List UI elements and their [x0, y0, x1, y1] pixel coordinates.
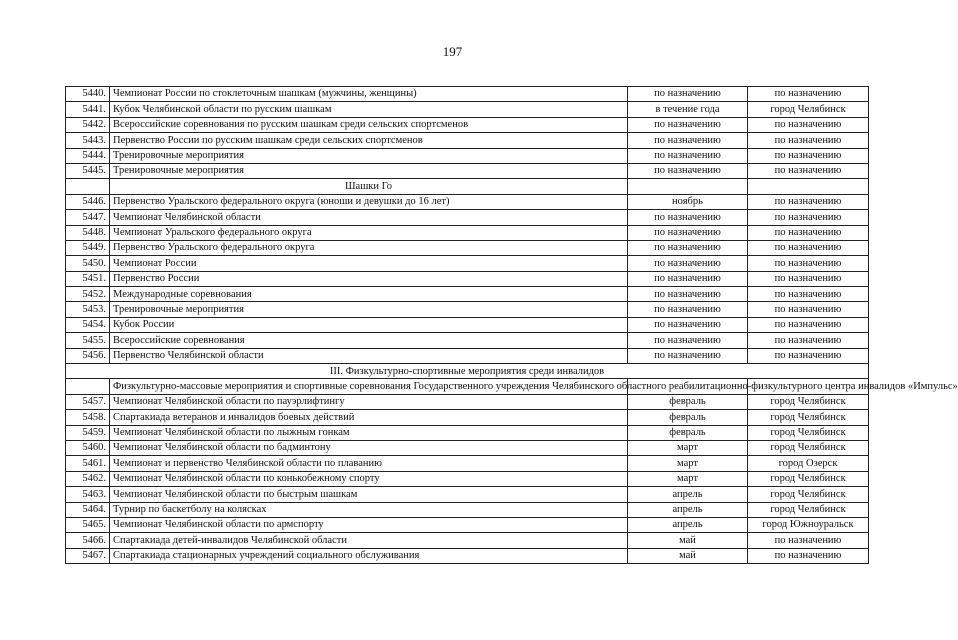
row-number: 5457.: [66, 394, 110, 409]
row-number: 5460.: [66, 440, 110, 455]
event-name: Чемпионат России: [110, 256, 628, 271]
event-date: март: [628, 440, 748, 455]
row-number: 5440.: [66, 87, 110, 102]
table-row: [66, 440, 869, 455]
row-number: 5461.: [66, 456, 110, 471]
event-date: май: [628, 533, 748, 548]
event-place: по назначению: [748, 271, 869, 286]
table-row: [66, 548, 869, 563]
event-date: май: [628, 548, 748, 563]
event-date: по назначению: [628, 333, 748, 348]
event-date: по назначению: [628, 317, 748, 332]
event-name: Чемпионат Челябинской области: [110, 210, 628, 225]
event-date: по назначению: [628, 240, 748, 255]
row-number: 5455.: [66, 333, 110, 348]
event-place: по назначению: [748, 302, 869, 317]
event-date: по назначению: [628, 87, 748, 102]
event-date: апрель: [628, 502, 748, 517]
event-date: февраль: [628, 425, 748, 440]
empty-cell: [66, 379, 110, 394]
event-place: город Челябинск: [748, 440, 869, 455]
event-name: Чемпионат и первенство Челябинской области по плаванию: [110, 456, 628, 471]
event-date: апрель: [628, 517, 748, 532]
row-number: 5453.: [66, 302, 110, 317]
event-place: город Озерск: [748, 456, 869, 471]
event-name: Чемпионат России по стоклеточным шашкам (мужчины, женщины): [110, 87, 628, 102]
table-row: [66, 533, 869, 548]
events-table-body: [66, 87, 958, 564]
table-row: [66, 471, 869, 486]
row-number: 5464.: [66, 502, 110, 517]
event-place: по назначению: [748, 194, 869, 209]
event-date: по назначению: [628, 348, 748, 363]
table-row: [66, 287, 869, 302]
event-date: по назначению: [628, 117, 748, 132]
event-place: по назначению: [748, 133, 869, 148]
section-title: Шашки Го: [110, 179, 628, 194]
event-name: Тренировочные мероприятия: [110, 148, 628, 163]
event-place: по назначению: [748, 348, 869, 363]
table-row: [66, 517, 869, 532]
row-number: 5467.: [66, 548, 110, 563]
event-name: Спартакиада детей-инвалидов Челябинской области: [110, 533, 628, 548]
event-name: Чемпионат Челябинской области по бадминтону: [110, 440, 628, 455]
event-place: город Южноуральск: [748, 517, 869, 532]
table-row: [66, 410, 869, 425]
row-number: 5458.: [66, 410, 110, 425]
event-name: Чемпионат Челябинской области по армспорту: [110, 517, 628, 532]
empty-cell: [628, 179, 748, 194]
table-row: [66, 87, 869, 102]
row-number: 5454.: [66, 317, 110, 332]
event-date: февраль: [628, 410, 748, 425]
event-place: по назначению: [748, 117, 869, 132]
event-date: в течение года: [628, 102, 748, 117]
event-name: Международные соревнования: [110, 287, 628, 302]
event-name: Турнир по баскетболу на колясках: [110, 502, 628, 517]
event-date: по назначению: [628, 133, 748, 148]
row-number: 5451.: [66, 271, 110, 286]
event-date: по назначению: [628, 210, 748, 225]
event-name: Тренировочные мероприятия: [110, 302, 628, 317]
event-name: Кубок России: [110, 317, 628, 332]
table-row: [66, 456, 869, 471]
table-row: [66, 117, 869, 132]
row-number: 5465.: [66, 517, 110, 532]
row-number: 5450.: [66, 256, 110, 271]
row-number: 5459.: [66, 425, 110, 440]
event-place: по назначению: [748, 533, 869, 548]
event-name: Спартакиада стационарных учреждений социального обслуживания: [110, 548, 628, 563]
events-table: [65, 86, 958, 564]
table-row: [66, 271, 869, 286]
row-number: 5449.: [66, 240, 110, 255]
table-row: [66, 394, 869, 409]
event-date: ноябрь: [628, 194, 748, 209]
table-row: [66, 194, 869, 209]
event-name: Первенство Уральского федерального округа: [110, 240, 628, 255]
event-name: Всероссийские соревнования по русским шашкам среди сельских спортсменов: [110, 117, 628, 132]
event-place: город Челябинск: [748, 487, 869, 502]
row-number: 5446.: [66, 194, 110, 209]
row-number: 5452.: [66, 287, 110, 302]
event-place: город Челябинск: [748, 471, 869, 486]
table-row: [66, 348, 869, 363]
event-place: по назначению: [748, 210, 869, 225]
event-name: Первенство Уральского федерального округа (юноши и девушки до 16 лет): [110, 194, 628, 209]
row-number: 5456.: [66, 348, 110, 363]
table-row: [66, 256, 869, 271]
event-date: по назначению: [628, 225, 748, 240]
event-date: апрель: [628, 487, 748, 502]
event-place: по назначению: [748, 225, 869, 240]
row-number: 5462.: [66, 471, 110, 486]
table-row: [66, 317, 869, 332]
event-place: по назначению: [748, 240, 869, 255]
subsection-row: [66, 379, 869, 394]
table-row: [66, 240, 869, 255]
section-row: [66, 179, 869, 194]
empty-cell: [66, 179, 110, 194]
table-row: [66, 502, 869, 517]
row-number: 5466.: [66, 533, 110, 548]
event-place: город Челябинск: [748, 410, 869, 425]
event-place: по назначению: [748, 548, 869, 563]
page-number: 197: [442, 44, 463, 59]
subsection-title: Физкультурно-массовые мероприятия и спортивные соревнования Государственного учреждения Челябинского областного реабилитационно-физкультурного центра инвалидов «Импульс»: [110, 379, 628, 394]
event-name: Первенство России: [110, 271, 628, 286]
row-number: 5445.: [66, 163, 110, 178]
table-row: [66, 102, 869, 117]
event-place: по назначению: [748, 163, 869, 178]
event-name: Чемпионат Челябинской области по быстрым шашкам: [110, 487, 628, 502]
row-number: 5447.: [66, 210, 110, 225]
row-number: 5448.: [66, 225, 110, 240]
event-place: город Челябинск: [748, 425, 869, 440]
event-name: Кубок Челябинской области по русским шашкам: [110, 102, 628, 117]
event-place: город Челябинск: [748, 502, 869, 517]
event-place: по назначению: [748, 87, 869, 102]
row-number: 5463.: [66, 487, 110, 502]
event-name: Тренировочные мероприятия: [110, 163, 628, 178]
event-place: по назначению: [748, 256, 869, 271]
table-row: [66, 148, 869, 163]
event-place: по назначению: [748, 317, 869, 332]
event-name: Первенство Челябинской области: [110, 348, 628, 363]
event-place: город Челябинск: [748, 394, 869, 409]
event-name: Всероссийские соревнования: [110, 333, 628, 348]
table-row: [66, 487, 869, 502]
event-place: по назначению: [748, 148, 869, 163]
table-row: [66, 333, 869, 348]
event-date: февраль: [628, 394, 748, 409]
event-date: март: [628, 471, 748, 486]
table-row: [66, 133, 869, 148]
row-number: 5441.: [66, 102, 110, 117]
chapter-heading: III. Физкультурно-спортивные мероприятия среди инвалидов: [66, 364, 869, 379]
table-row: [66, 302, 869, 317]
event-date: по назначению: [628, 163, 748, 178]
event-name: Спартакиада ветеранов и инвалидов боевых действий: [110, 410, 628, 425]
event-date: по назначению: [628, 148, 748, 163]
event-name: Чемпионат Челябинской области по пауэрлифтингу: [110, 394, 628, 409]
row-number: 5443.: [66, 133, 110, 148]
table-row: [66, 225, 869, 240]
event-date: по назначению: [628, 287, 748, 302]
chapter-heading-row: [66, 364, 869, 379]
event-date: по назначению: [628, 271, 748, 286]
event-place: по назначению: [748, 333, 869, 348]
event-name: Чемпионат Челябинской области по лыжным гонкам: [110, 425, 628, 440]
event-date: март: [628, 456, 748, 471]
empty-cell: [748, 179, 869, 194]
row-number: 5444.: [66, 148, 110, 163]
event-date: по назначению: [628, 302, 748, 317]
table-row: [66, 210, 869, 225]
row-number: 5442.: [66, 117, 110, 132]
event-name: Чемпионат Челябинской области по конькобежному спорту: [110, 471, 628, 486]
event-name: Первенство России по русским шашкам среди сельских спортсменов: [110, 133, 628, 148]
event-name: Чемпионат Уральского федерального округа: [110, 225, 628, 240]
event-place: город Челябинск: [748, 102, 869, 117]
table-row: [66, 425, 869, 440]
table-row: [66, 163, 869, 178]
event-date: по назначению: [628, 256, 748, 271]
event-place: по назначению: [748, 287, 869, 302]
